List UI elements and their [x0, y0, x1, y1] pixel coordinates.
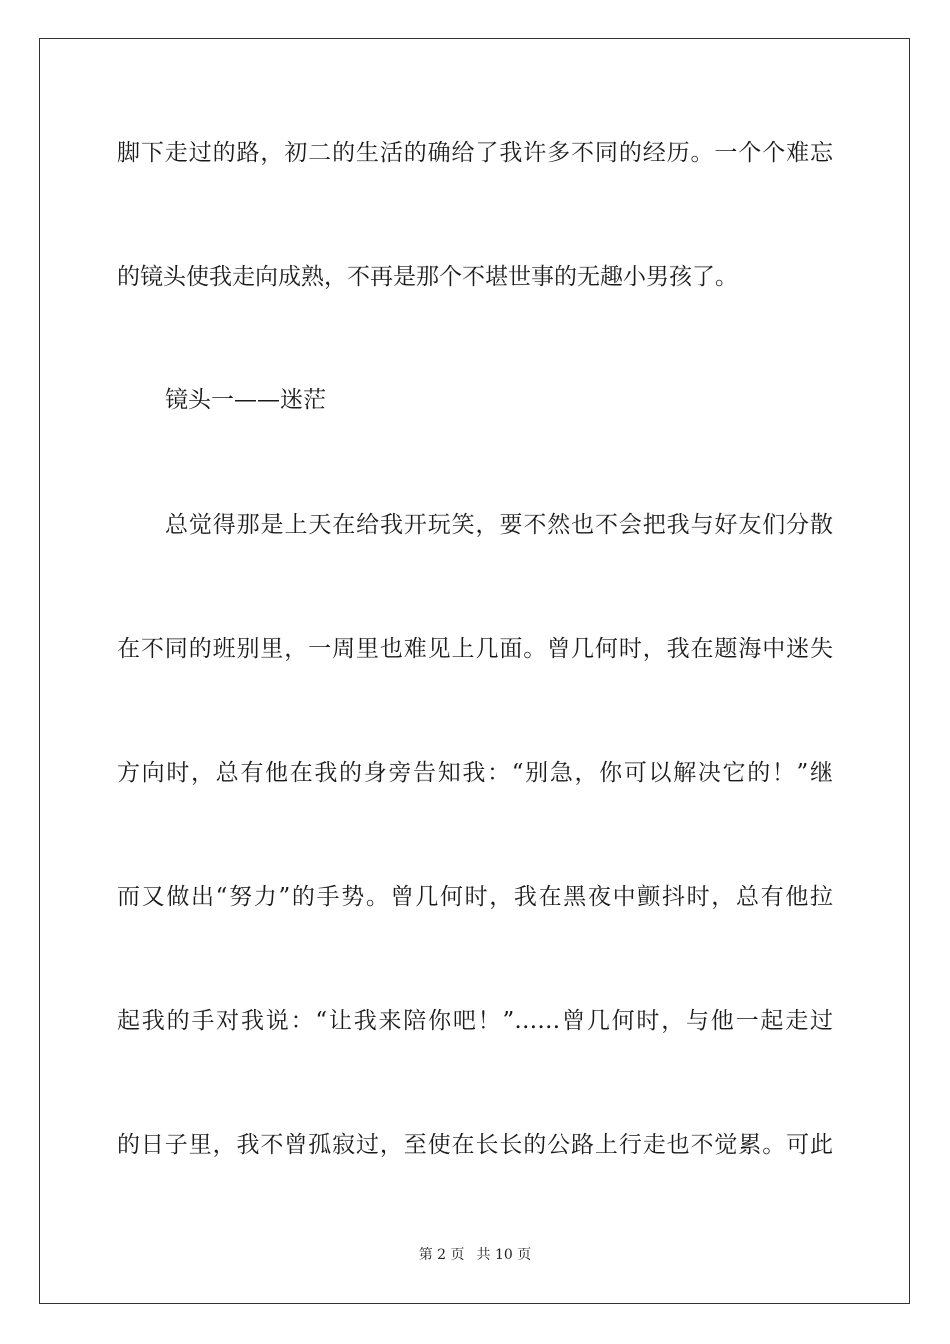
text-line-6: 方向时，总有他在我的身旁告知我：“别急，你可以解决它的！”继: [117, 760, 833, 786]
section-heading: 镜头一——迷茫: [165, 387, 326, 413]
text-line-1: 脚下走过的路，初二的生活的确给了我许多不同的经历。一个个难忘: [117, 140, 833, 166]
text-line-4: 总觉得那是上天在给我开玩笑，要不然也不会把我与好友们分散: [165, 512, 833, 538]
text-line-7: 而又做出“努力”的手势。曾几何时，我在黑夜中颤抖时，总有他拉: [117, 884, 833, 910]
text-line-5: 在不同的班别里，一周里也难见上几面。曾几何时，我在题海中迷失: [117, 636, 833, 662]
text-line-8: 起我的手对我说：“让我来陪你吧！”……曾几何时，与他一起走过: [117, 1008, 833, 1034]
page-number: 第 2 页: [418, 1247, 465, 1263]
text-line-9: 的日子里，我不曾孤寂过，至使在长长的公路上行走也不觉累。可此: [117, 1132, 833, 1158]
page-footer: [0, 1245, 950, 1265]
text-line-2: 的镜头使我走向成熟，不再是那个不堪世事的无趣小男孩了。: [117, 264, 738, 290]
page-border: [39, 38, 910, 1304]
page-total: 共 10 页: [476, 1247, 532, 1263]
